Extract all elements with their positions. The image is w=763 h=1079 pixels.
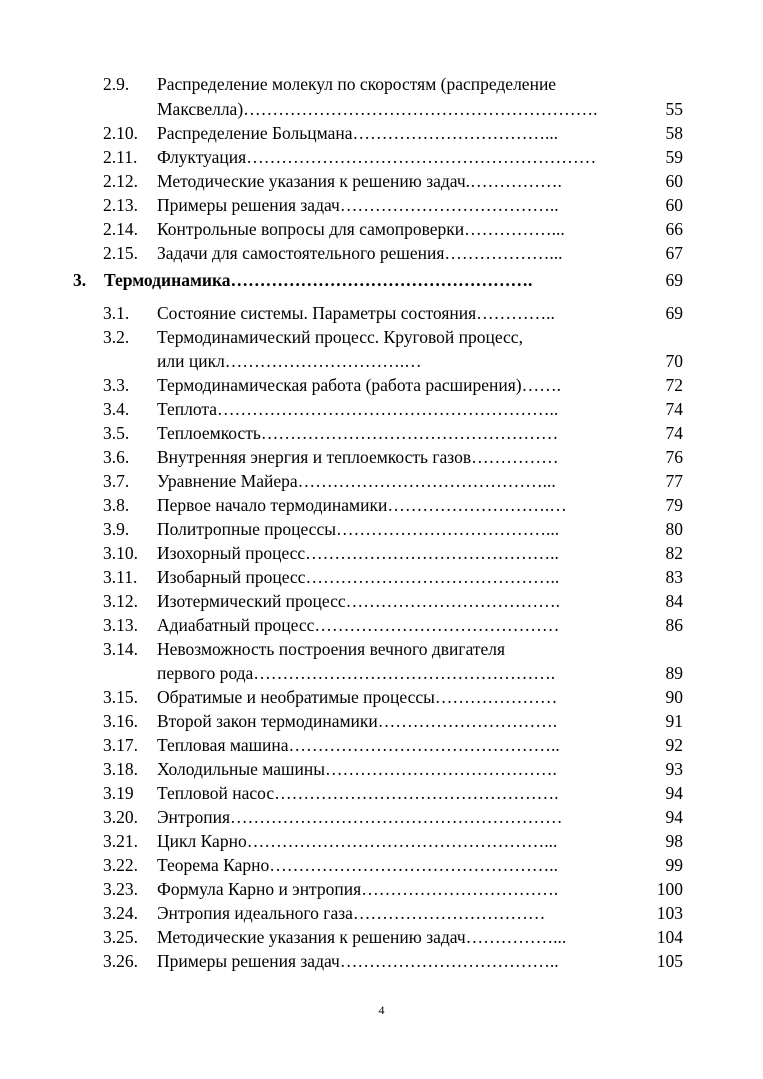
toc-entry-title: Уравнение Майера……………………………………... bbox=[157, 471, 556, 491]
toc-entry-page: 83 bbox=[665, 567, 683, 587]
toc-entry-title: Холодильные машины…………………………………. bbox=[157, 759, 557, 779]
toc-entry-title: Теорема Карно………………………………………….. bbox=[157, 855, 558, 875]
toc-entry-page: 104 bbox=[656, 927, 683, 947]
toc-entry-title: Первое начало термодинамики……………………….… bbox=[157, 495, 567, 515]
toc-entry-title: Тепловой насос…………………………………………. bbox=[157, 783, 559, 803]
toc-entry-page: 58 bbox=[665, 123, 683, 143]
toc-entry-number: 3.22. bbox=[103, 855, 138, 875]
toc-entry-number: 3.18. bbox=[103, 759, 138, 779]
toc-entry-number: 3.25. bbox=[103, 927, 138, 947]
toc-entry-page: 72 bbox=[665, 375, 683, 395]
toc-entry-number: 3.9. bbox=[103, 519, 130, 539]
toc-entry-number: 3.15. bbox=[103, 687, 138, 707]
toc-entry-page: 60 bbox=[665, 195, 683, 215]
toc-entry-number: 3.7. bbox=[103, 471, 130, 491]
toc-entry-number: 3.26. bbox=[103, 951, 138, 971]
toc-entry-page: 66 bbox=[665, 219, 683, 239]
toc-entry-page: 76 bbox=[665, 447, 683, 467]
toc-entry-page: 82 bbox=[665, 543, 683, 563]
toc-entry-page: 77 bbox=[665, 471, 683, 491]
toc-entry-page: 60 bbox=[665, 171, 683, 191]
toc-entry-title: Термодинамический процесс. Круговой процесс, bbox=[157, 327, 523, 347]
toc-entry-page: 105 bbox=[656, 951, 683, 971]
toc-entry-title: Максвелла)……………………………………………………. bbox=[157, 99, 598, 119]
toc-entry-title: Методические указания к решению задач.……………. bbox=[157, 171, 562, 191]
toc-entry-title: Флуктуация…………………………………………………… bbox=[157, 147, 597, 167]
toc-entry-page: 69 bbox=[665, 303, 683, 323]
toc-entry-page: 94 bbox=[665, 783, 683, 803]
toc-entry-title: Изохорный процесс…………………………………….. bbox=[157, 543, 559, 563]
toc-entry-page: 80 bbox=[665, 519, 683, 539]
toc-entry-page: 59 bbox=[665, 147, 683, 167]
toc-entry-title: Невозможность построения вечного двигателя bbox=[157, 639, 506, 659]
toc-entry-page: 91 bbox=[665, 711, 683, 731]
toc-entry-page: 100 bbox=[656, 879, 683, 899]
toc-entry-page: 90 bbox=[665, 687, 683, 707]
toc-entry-number: 2.12. bbox=[103, 171, 138, 191]
toc-entry-page: 84 bbox=[665, 591, 683, 611]
toc-entry-title: Контрольные вопросы для самопроверки……………... bbox=[157, 219, 565, 239]
toc-entry-number: 3.23. bbox=[103, 879, 138, 899]
toc-entry-page: 67 bbox=[665, 243, 683, 263]
toc-entry-number: 3.21. bbox=[103, 831, 138, 851]
toc-entry-number: 2.9. bbox=[103, 74, 130, 94]
toc-entry-number: 2.13. bbox=[103, 195, 138, 215]
toc-entry-title: Изотермический процесс………………………………. bbox=[157, 591, 561, 611]
toc-entry-number: 3.3. bbox=[103, 375, 130, 395]
toc-entry-title: Распределение Больцмана……………………………... bbox=[157, 123, 559, 143]
toc-entry-title: Теплота………………………………………………….. bbox=[157, 399, 559, 419]
toc-entry-page: 74 bbox=[665, 399, 683, 419]
toc-entry-title: Внутренняя энергия и теплоемкость газов…………… bbox=[157, 447, 559, 467]
toc-entry-title: Обратимые и необратимые процессы………………… bbox=[157, 687, 558, 707]
toc-entry-page: 74 bbox=[665, 423, 683, 443]
toc-entry-page: 103 bbox=[656, 903, 683, 923]
toc-entry-title: Формула Карно и энтропия……………………………. bbox=[157, 879, 559, 899]
toc-entry-number: 3.24. bbox=[103, 903, 138, 923]
toc-entry-page: 79 bbox=[665, 495, 683, 515]
toc-entry-title: Энтропия………………………………………………… bbox=[157, 807, 563, 827]
page-number: 4 bbox=[378, 1003, 385, 1017]
toc-entry-number: 3.14. bbox=[103, 639, 138, 659]
toc-entry-number: 2.10. bbox=[103, 123, 138, 143]
toc-entry-number: 3.11. bbox=[103, 567, 138, 587]
toc-entry-number: 3.6. bbox=[103, 447, 130, 467]
toc-entry-title: Примеры решения задач……………………………….. bbox=[157, 195, 559, 215]
toc-entry-number: 2.15. bbox=[103, 243, 138, 263]
toc-entry-title: Цикл Карно……………………………………………... bbox=[157, 831, 558, 851]
toc-entry-page: 89 bbox=[665, 663, 683, 683]
toc-entry-title: Методические указания к решению задач……………... bbox=[157, 927, 567, 947]
toc-entry-page: 86 bbox=[665, 615, 683, 635]
toc-entry-page: 92 bbox=[665, 735, 683, 755]
toc-entry-title: или цикл………………………….… bbox=[157, 351, 422, 371]
toc-entry-page: 99 bbox=[665, 855, 683, 875]
toc-entry-title: Политропные процессы………………………………... bbox=[157, 519, 560, 539]
toc-entry-title: Распределение молекул по скоростям (распределение bbox=[157, 74, 557, 94]
toc-entry-number: 3.16. bbox=[103, 711, 138, 731]
toc-entry-title: Термодинамическая работа (работа расширения)……. bbox=[157, 375, 561, 395]
toc-entry-number: 3.5. bbox=[103, 423, 130, 443]
toc-entry-page: 94 bbox=[665, 807, 683, 827]
toc-entry-title: первого рода……………………………………………. bbox=[157, 663, 556, 683]
toc-entry-number: 3.17. bbox=[103, 735, 138, 755]
toc-entry-number: 3.12. bbox=[103, 591, 138, 611]
toc-entry-number: 2.14. bbox=[103, 219, 138, 239]
toc-entry-number: 3.1. bbox=[103, 303, 130, 323]
toc-entry-title: Состояние системы. Параметры состояния………….. bbox=[157, 303, 555, 323]
toc-entry-number: 3.4. bbox=[103, 399, 130, 419]
toc-entry-title: Второй закон термодинамики…………………………. bbox=[157, 711, 558, 731]
toc-entry-number: 3.19 bbox=[103, 783, 134, 803]
toc-entry-number: 3. bbox=[73, 270, 87, 290]
toc-entry-number: 3.8. bbox=[103, 495, 130, 515]
toc-entry-page: 70 bbox=[665, 351, 683, 371]
toc-entry-page: 55 bbox=[665, 99, 683, 119]
toc-entry-number: 3.2. bbox=[103, 327, 130, 347]
toc-entry-title: Изобарный процесс…………………………………….. bbox=[157, 567, 560, 587]
toc-entry-title: Термодинамика……………………………………………. bbox=[104, 270, 533, 290]
toc-entry-number: 3.13. bbox=[103, 615, 138, 635]
toc-entry-number: 3.20. bbox=[103, 807, 138, 827]
toc-entry-page: 98 bbox=[665, 831, 683, 851]
toc-entry-title: Энтропия идеального газа…………………………… bbox=[157, 903, 546, 923]
toc-entry-title: Тепловая машина……………………………………….. bbox=[157, 735, 560, 755]
toc-entry-number: 2.11. bbox=[103, 147, 138, 167]
toc-entry-page: 69 bbox=[665, 270, 683, 290]
toc-entry-page: 93 bbox=[665, 759, 683, 779]
toc-entry-title: Теплоемкость…………………………………………… bbox=[157, 423, 559, 443]
toc-entry-title: Адиабатный процесс…………………………………… bbox=[157, 615, 560, 635]
toc-entry-title: Задачи для самостоятельного решения………………... bbox=[157, 243, 563, 263]
toc-entry-number: 3.10. bbox=[103, 543, 138, 563]
toc-entry-title: Примеры решения задач……………………………….. bbox=[157, 951, 559, 971]
